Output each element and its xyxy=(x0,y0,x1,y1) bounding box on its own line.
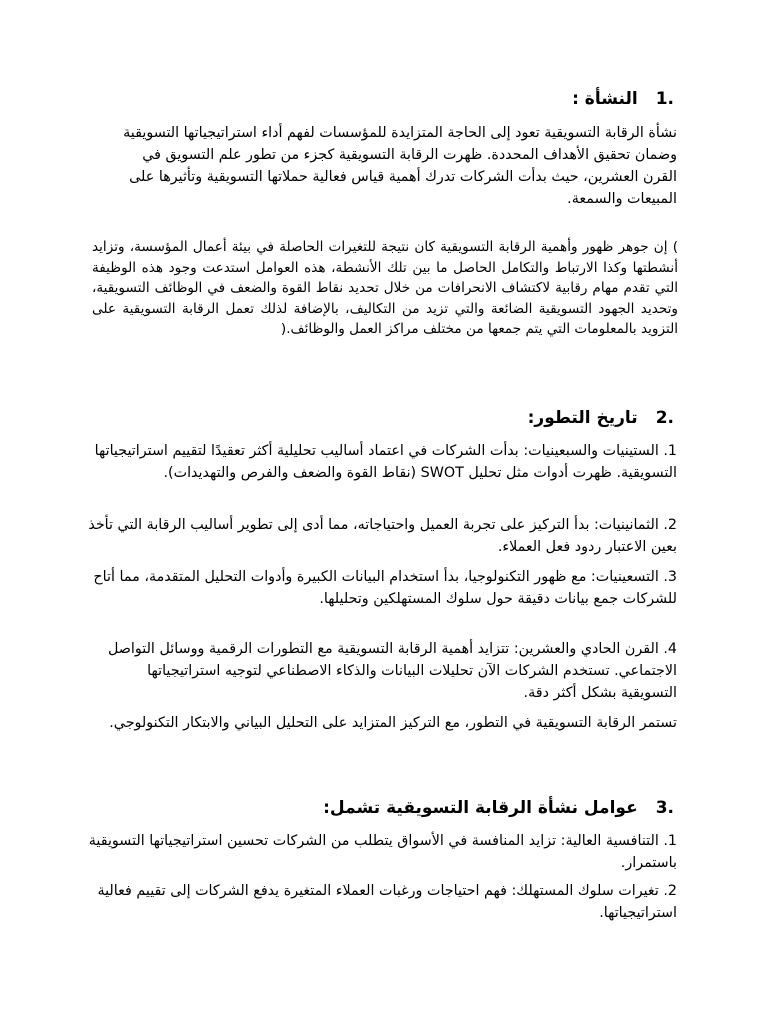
section-title-3: عوامل نشأة الرقابة التسويقية تشمل: xyxy=(323,798,638,818)
list-item-sixties-seventies: 1. الستينيات والسبعينيات: بدأت الشركات في اعتماد أساليب تحليلية أكثر تعقيدًا لتقييم استراتيجياتها التسويقية. ظهرت أدوات مثل تحليل SWOT (نقاط القوة والضعف والفرص والتهديدات). xyxy=(94,443,677,481)
list-item-twenty-first-century: 4. القرن الحادي والعشرين: تتزايد أهمية الرقابة التسويقية مع التطورات الرقمية ووسائل التواصل الاجتماعي. تستخدم الشركات الآن تحليلات البيانات والذكاء الاصطناعي لتوجيه استراتيجياتها التسويقية بشكل أكثر دقة. xyxy=(107,641,677,701)
paragraph-origin-essence: ) إن جوهر ظهور وأهمية الرقابة التسويقية كان نتيجة للتغيرات الحاصلة في بيئة أعمال المؤسسة، وتزايد أنشطتها وكذا الارتباط والتكامل الحاصل ما بين تلك الأنشطة، هذه العوامل استدعت وجود هذه الوظيفة التي تقدم مهام رقابية لاكتشاف الانحرافات من خلال تحديد نقاط القوة والضعف في الوظائف التسويقية، وتحديد الجهود التسويقية الضائعة والتي تزيد من التكاليف، بالإضافة لذلك تعمل الرقابة التسويقية على التزويد بالمعلومات التي يتم جمعها من مختلف مراكز العمل والوظائف.( xyxy=(92,239,678,337)
section-heading-1 xyxy=(254,88,674,110)
section-number-3: .3 xyxy=(655,798,674,818)
section-number-1: .1 xyxy=(655,89,674,109)
section-title-2: تاريخ التطور: xyxy=(527,408,638,428)
list-item-competition: 1. التنافسية العالية: تزايد المنافسة في الأسواق يتطلب من الشركات تحسين استراتيجياتها التسويقية باستمرار. xyxy=(88,833,677,871)
list-item-eighties: 2. الثمانينيات: بدأ التركيز على تجربة العميل واحتياجاته، مما أدى إلى تطوير أساليب الرقابة التي تأخذ بعين الاعتبار ردود فعل العملاء. xyxy=(88,517,677,555)
section-heading-3 xyxy=(174,797,674,819)
list-item-consumer-behavior: 2. تغيرات سلوك المستهلك: فهم احتياجات ورغبات العملاء المتغيرة يدفع الشركات إلى تقييم فعالية استراتيجياتها. xyxy=(97,883,677,921)
section-title-1: النشأة : xyxy=(572,89,638,109)
list-item-nineties: 3. التسعينيات: مع ظهور التكنولوجيا، بدأ استخدام البيانات الكبيرة وأدوات التحليل المتقدمة، مما أتاح للشركات جمع بيانات دقيقة حول سلوك المستهلكين وتحليلها. xyxy=(93,569,677,607)
section-heading-2 xyxy=(254,407,674,429)
paragraph-origin-intro: نشأة الرقابة التسويقية تعود إلى الحاجة المتزايدة للمؤسسات لفهم أداء استراتيجياتها التسويقية وضمان تحقيق الأهداف المحددة. ظهرت الرقابة التسويقية كجزء من تطور علم التسويق في القرن العشرين، حيث بدأت الشركات تدرك أهمية قياس فعالية حملاتها التسويقية وتأثيرها على المبيعات والسمعة. xyxy=(123,125,677,207)
paragraph-evolution-summary: تستمر الرقابة التسويقية في التطور، مع التركيز المتزايد على التحليل البياني والابتكار التكنولوجي. xyxy=(109,715,677,731)
section-number-2: .2 xyxy=(655,408,674,428)
